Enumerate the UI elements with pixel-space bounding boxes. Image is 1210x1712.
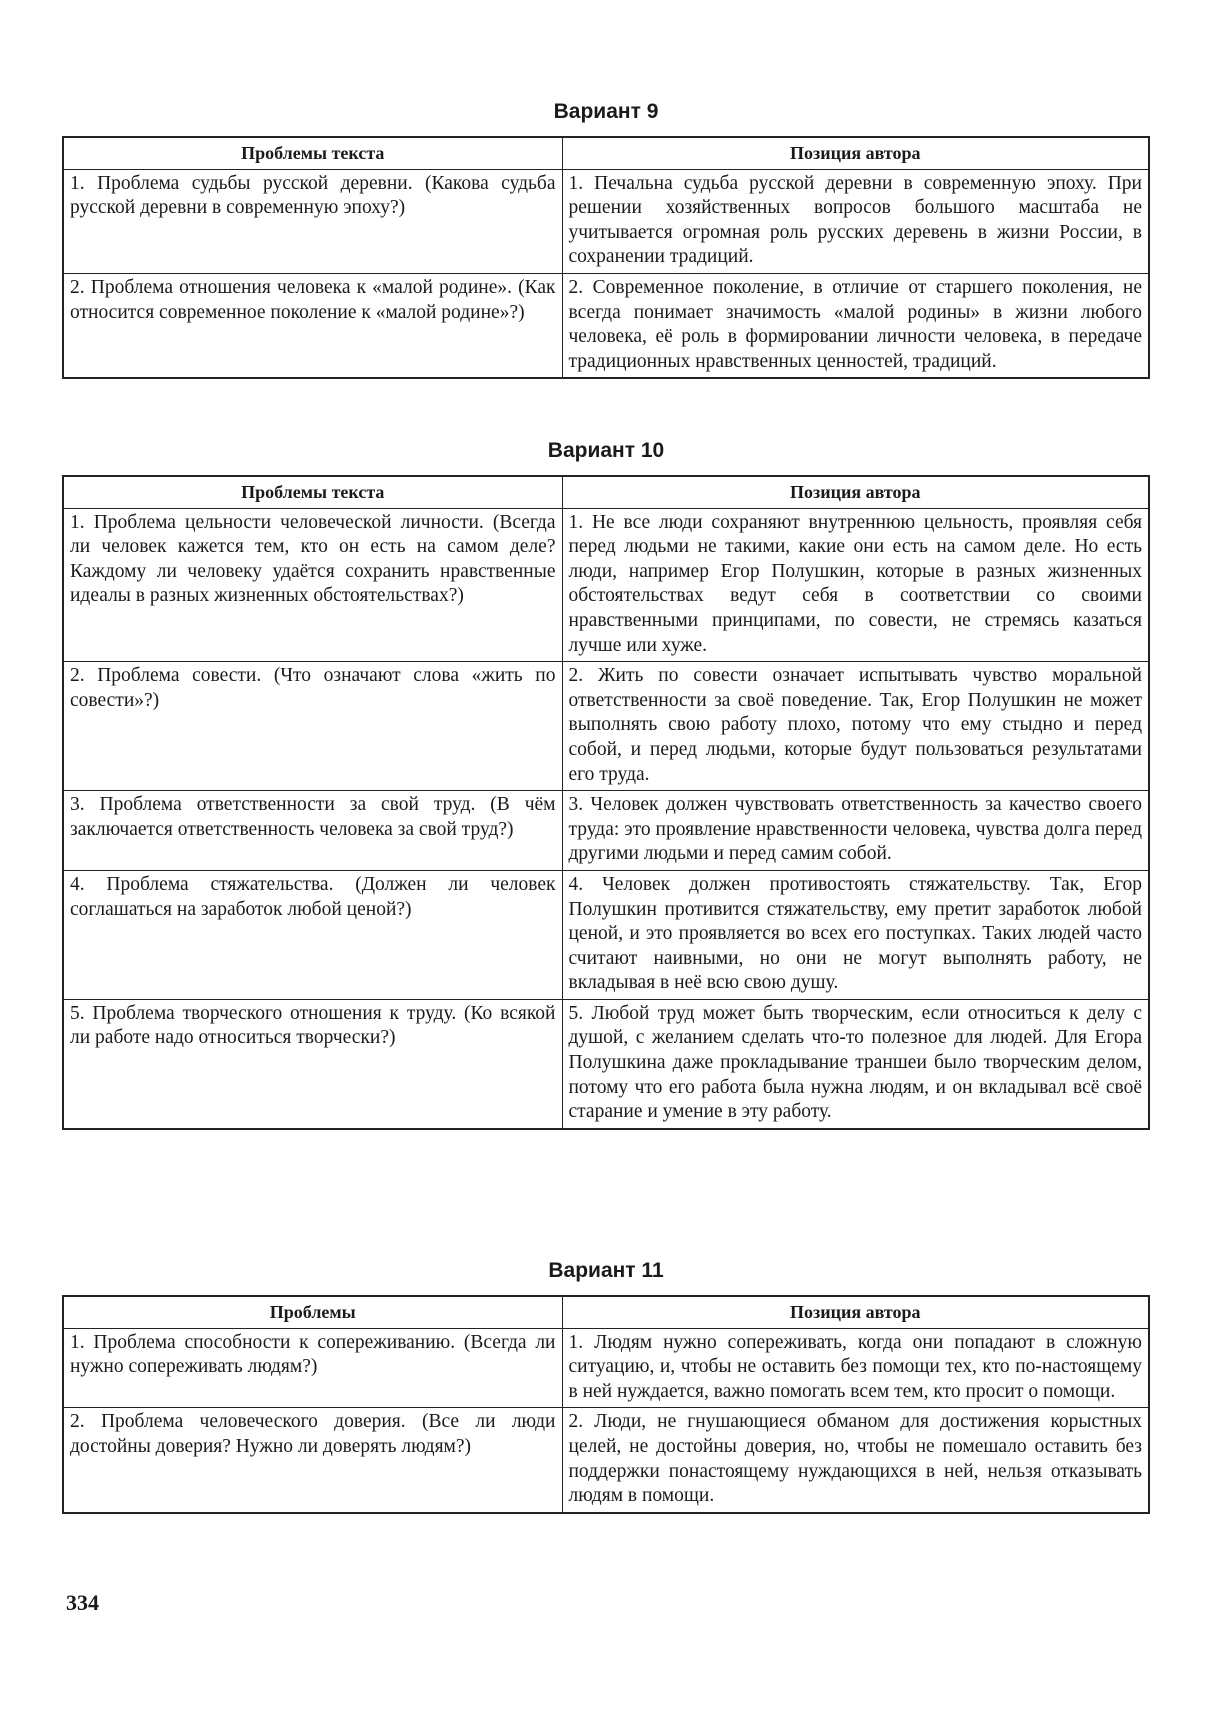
column-header-problems: Проблемы текста [63,476,562,508]
problem-cell: 3. Проблема ответственности за свой труд. (В чём заключается ответственность человека за свой труд?) [63,791,562,871]
table-header [63,476,1149,508]
author-position-cell: 2. Жить по совести означает испытывать чувство моральной ответственности за своё поведение. Так, Егор Полушкин не может выполнять свою работу плохо, потому что ему стыдно и перед собой, и перед людьми, которые будут пользоваться результатами его труда. [562,662,1149,791]
column-header-problems: Проблемы [63,1296,562,1328]
variant-9-section [62,96,1150,379]
table-header [63,137,1149,169]
problem-cell: 2. Проблема человеческого доверия. (Все ли люди достойны доверия? Нужно ли доверять людям?) [63,1408,562,1513]
table-row [63,662,1149,791]
table-row [63,169,1149,273]
page-number: 334 [66,1590,99,1615]
author-position-cell: 1. Не все люди сохраняют внутреннюю цельность, проявляя себя перед людьми не такими, какие они есть на самом деле. Но есть люди, например Егор Полушкин, которые в разных жизненных обстоятельствах ведут себя в соответствии со своими нравственными принципами, по совести, не стремясь казаться лучше или хуже. [562,508,1149,662]
problem-cell: 1. Проблема цельности человеческой личности. (Всегда ли человек кажется тем, кто он есть на самом деле? Каждому ли человеку удаётся сохранить нравственные идеалы в разных жизненных обстоятельствах?) [63,508,562,662]
table-row [63,273,1149,378]
problems-table [62,136,1150,379]
problems-table [62,475,1150,1130]
table-row [63,999,1149,1128]
table-row [63,1408,1149,1513]
table-row [63,791,1149,871]
problem-cell: 5. Проблема творческого отношения к труду. (Ко всякой ли работе надо относиться творчески?) [63,999,562,1128]
column-header-problems: Проблемы текста [63,137,562,169]
column-header-author-position: Позиция автора [562,476,1149,508]
problem-cell: 1. Проблема судьбы русской деревни. (Какова судьба русской деревни в современную эпоху?) [63,169,562,273]
author-position-cell: 1. Печальна судьба русской деревни в современную эпоху. При решении хозяйственных вопросов большого масштаба не учитывается огромная роль русских деревень в жизни России, в сохранении традиций. [562,169,1149,273]
table-header [63,1296,1149,1328]
author-position-cell: 3. Человек должен чувствовать ответственность за качество своего труда: это проявление нравственности человека, чувства долга перед другими людьми и перед самим собой. [562,791,1149,871]
author-position-cell: 2. Люди, не гнушающиеся обманом для достижения корыстных целей, не достойны доверия, но, чтобы не помешало оставить без поддержки понастоящему нуждающихся в ней, нельзя отказывать людям в помощи. [562,1408,1149,1513]
table-row [63,1328,1149,1408]
author-position-cell: 1. Людям нужно сопереживать, когда они попадают в сложную ситуацию, и, чтобы не оставить без помощи тех, кто по-настоящему в ней нуждается, важно помогать всем тем, кто просит о помощи. [562,1328,1149,1408]
problem-cell: 2. Проблема совести. (Что означают слова «жить по совести»?) [63,662,562,791]
variant-title: Вариант 11 [548,1259,664,1282]
author-position-cell: 2. Современное поколение, в отличие от старшего поколения, не всегда понимает значимость «малой родины» в жизни любого человека, её роль в формировании личности человека, в передаче традиционных нравственных ценностей, традиций. [562,273,1149,378]
problem-cell: 2. Проблема отношения человека к «малой родине». (Как относится современное поколение к «малой родине»?) [63,273,562,378]
variant-title: Вариант 10 [547,439,665,462]
variant-11-section [62,1255,1150,1514]
variant-10-section [62,435,1150,1130]
problem-cell: 1. Проблема способности к сопереживанию. (Всегда ли нужно сопереживать людям?) [63,1328,562,1408]
column-header-author-position: Позиция автора [562,137,1149,169]
table-row [63,508,1149,662]
author-position-cell: 5. Любой труд может быть творческим, если относиться к делу с душой, с желанием сделать что-то полезное для людей. Для Егора Полушкина даже прокладывание траншеи было творческим делом, потому что его работа была нужна людям, и он вкладывал всё своё старание и умение в эту работу. [562,999,1149,1128]
problem-cell: 4. Проблема стяжательства. (Должен ли человек соглашаться на заработок любой ценой?) [63,870,562,999]
column-header-author-position: Позиция автора [562,1296,1149,1328]
author-position-cell: 4. Человек должен противостоять стяжательству. Так, Егор Полушкин противится стяжательству, ему претит заработок любой ценой, и это проявляется во всех его поступках. Таких людей часто считают наивными, но они не могут выполнять работу, не вкладывая в неё всю свою душу. [562,870,1149,999]
variant-title: Вариант 9 [553,100,659,123]
problems-table [62,1295,1150,1514]
table-row [63,870,1149,999]
